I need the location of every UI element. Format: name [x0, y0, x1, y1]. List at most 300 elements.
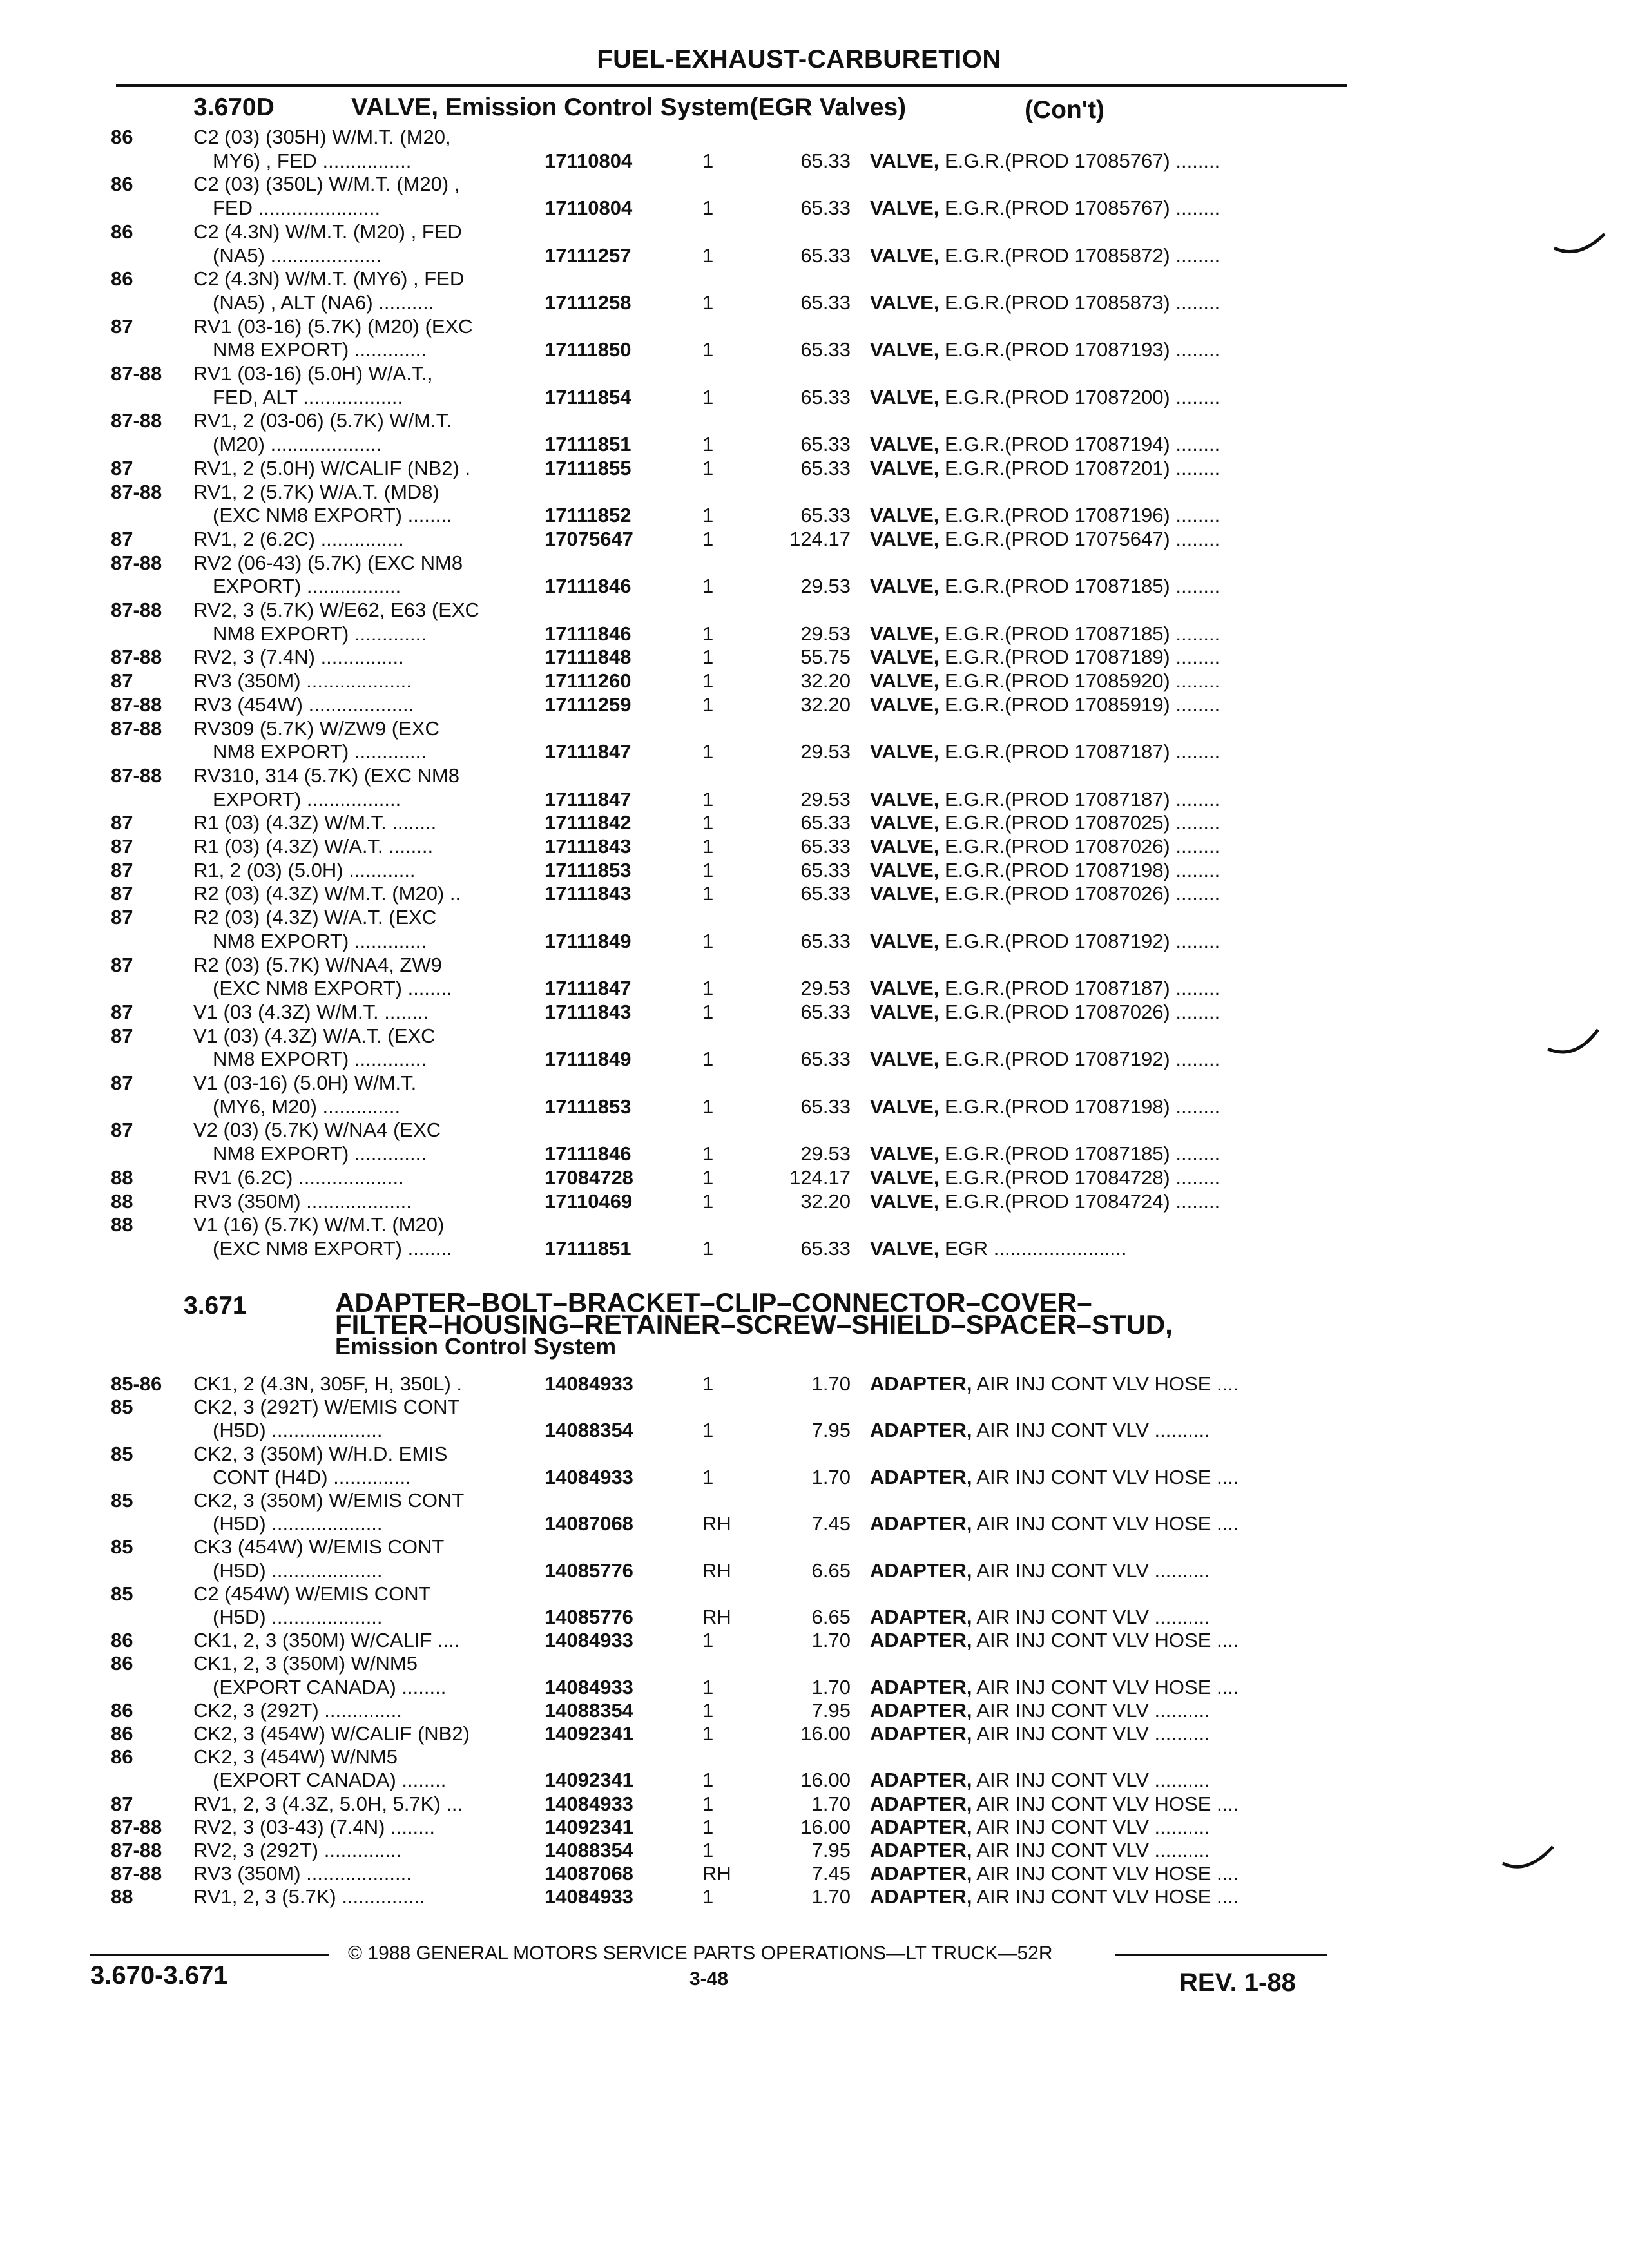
application-description: CK1, 2, 3 (350M) W/NM5: [193, 1652, 418, 1675]
price: 65.33: [800, 929, 851, 952]
section-number: 3.670D: [193, 93, 275, 121]
section-title-line-1: ADAPTER–BOLT–BRACKET–CLIP–CONNECTOR–COVER–: [335, 1287, 1092, 1318]
part-name: VALVE,: [870, 1236, 940, 1260]
model-year: 86: [111, 1745, 133, 1769]
part-name: VALVE,: [870, 693, 940, 716]
application-description: (MY6, M20) ..............: [213, 1095, 401, 1118]
price: 65.33: [800, 1048, 851, 1071]
price: 65.33: [800, 244, 851, 267]
price: 29.53: [800, 977, 851, 1000]
part-number: 17111851: [545, 1236, 631, 1260]
part-number: 17111855: [545, 456, 631, 479]
part-name: ADAPTER,: [870, 1885, 972, 1908]
part-number: 14088354: [545, 1839, 633, 1861]
application-description: NM8 EXPORT) .............: [213, 1142, 427, 1166]
model-year: 87-88: [111, 1839, 162, 1861]
part-description: [870, 646, 1334, 669]
quantity: 1: [702, 385, 714, 408]
footer-rule-right: [1115, 1954, 1327, 1956]
part-name: VALVE,: [870, 1095, 940, 1118]
part-number: 17111846: [545, 575, 631, 598]
part-number: 17110469: [545, 1189, 633, 1213]
part-detail: E.G.R.(PROD 17075647) ........: [939, 527, 1220, 550]
model-year: 87: [111, 811, 133, 834]
part-description: [870, 1419, 1334, 1442]
application-description: RV2, 3 (03-43) (7.4N) ........: [193, 1815, 436, 1838]
price: 6.65: [811, 1559, 851, 1582]
part-name: VALVE,: [870, 646, 940, 669]
part-number: 17111852: [545, 504, 631, 527]
footer-page-number: 3-48: [689, 1968, 729, 1990]
price: 1.70: [811, 1372, 851, 1395]
part-name: ADAPTER,: [870, 1629, 972, 1652]
part-description: [870, 433, 1334, 456]
price: 65.33: [800, 291, 851, 314]
price: 29.53: [800, 622, 851, 645]
section-title-line-3: Emission Control System: [335, 1333, 617, 1360]
part-name: ADAPTER,: [870, 1862, 972, 1885]
part-description: [870, 1885, 1334, 1908]
model-year: 85: [111, 1442, 133, 1465]
model-year: 87: [111, 456, 133, 479]
application-description: C2 (03) (350L) W/M.T. (M20) ,: [193, 173, 460, 196]
application-description: NM8 EXPORT) .............: [213, 1048, 427, 1071]
application-description: NM8 EXPORT) .............: [213, 338, 427, 361]
part-description: [870, 338, 1334, 361]
application-description: NM8 EXPORT) .............: [213, 929, 427, 952]
part-name: VALVE,: [870, 197, 940, 220]
part-detail: AIR INJ CONT VLV HOSE ....: [972, 1675, 1239, 1698]
application-description: RV1, 2 (03-06) (5.7K) W/M.T.: [193, 409, 452, 432]
part-name: VALVE,: [870, 882, 940, 905]
price: 65.33: [800, 1000, 851, 1023]
part-description: [870, 1862, 1334, 1885]
application-description: (EXPORT CANADA) ........: [213, 1675, 447, 1698]
quantity: 1: [702, 1698, 714, 1722]
application-description: C2 (03) (305H) W/M.T. (M20,: [193, 126, 451, 148]
part-detail: E.G.R.(PROD 17087187) ........: [939, 977, 1220, 1000]
price: 29.53: [800, 787, 851, 811]
model-year: 87: [111, 858, 133, 881]
part-name: VALVE,: [870, 1189, 940, 1213]
application-description: R1 (03) (4.3Z) W/M.T. ........: [193, 811, 437, 834]
part-number: 17110804: [545, 149, 633, 172]
part-detail: E.G.R.(PROD 17085767) ........: [939, 197, 1220, 220]
price: 65.33: [800, 149, 851, 172]
quantity: 1: [702, 622, 714, 645]
application-description: EXPORT) .................: [213, 787, 401, 811]
part-description: [870, 1722, 1334, 1745]
quantity: 1: [702, 197, 714, 220]
part-number: 17111259: [545, 693, 631, 716]
model-year: 87: [111, 906, 133, 929]
part-name: VALVE,: [870, 1000, 940, 1023]
part-detail: E.G.R.(PROD 17087025) ........: [939, 811, 1220, 834]
application-description: R2 (03) (5.7K) W/NA4, ZW9: [193, 953, 442, 976]
application-description: V1 (03-16) (5.0H) W/M.T.: [193, 1072, 417, 1094]
model-year: 87-88: [111, 646, 162, 669]
application-description: (H5D) ....................: [213, 1512, 383, 1535]
price: 65.33: [800, 197, 851, 220]
part-description: [870, 740, 1334, 764]
part-detail: E.G.R.(PROD 17087187) ........: [939, 787, 1220, 811]
application-description: (EXC NM8 EXPORT) ........: [213, 977, 452, 1000]
part-number: 17111260: [545, 669, 631, 693]
quantity: RH: [702, 1512, 731, 1535]
quantity: 1: [702, 1000, 714, 1023]
part-description: [870, 811, 1334, 834]
part-detail: AIR INJ CONT VLV HOSE ....: [972, 1512, 1239, 1535]
part-name: ADAPTER,: [870, 1722, 972, 1745]
part-number: 14085776: [545, 1606, 633, 1628]
section-number: 3.671: [184, 1292, 247, 1320]
model-year: 88: [111, 1189, 133, 1213]
model-year: 87: [111, 314, 133, 338]
part-detail: E.G.R.(PROD 17087194) ........: [939, 433, 1220, 456]
part-detail: AIR INJ CONT VLV ..........: [972, 1769, 1210, 1792]
part-number: 14084933: [545, 1792, 633, 1815]
part-number: 17111854: [545, 385, 631, 408]
quantity: RH: [702, 1862, 731, 1885]
application-description: RV2, 3 (292T) ..............: [193, 1839, 402, 1861]
footer-revision: REV. 1-88: [1179, 1968, 1296, 1997]
part-description: [870, 1372, 1334, 1396]
model-year: 86: [111, 1629, 133, 1652]
application-description: RV1, 2, 3 (4.3Z, 5.0H, 5.7K) ...: [193, 1792, 463, 1815]
part-description: [870, 528, 1334, 551]
footer-copyright: © 1988 GENERAL MOTORS SERVICE PARTS OPERATIONS—LT TRUCK—52R: [348, 1943, 1053, 1964]
part-description: [870, 859, 1334, 882]
part-number: 14088354: [545, 1698, 633, 1722]
part-detail: E.G.R.(PROD 17087193) ........: [939, 338, 1220, 361]
application-description: EXPORT) .................: [213, 575, 401, 598]
quantity: 1: [702, 787, 714, 811]
application-description: RV2, 3 (5.7K) W/E62, E63 (EXC: [193, 599, 479, 621]
application-description: RV1 (03-16) (5.7K) (M20) (EXC: [193, 314, 473, 338]
part-detail: E.G.R.(PROD 17087026) ........: [939, 1000, 1220, 1023]
application-description: CK2, 3 (454W) W/NM5: [193, 1745, 398, 1769]
application-description: RV309 (5.7K) W/ZW9 (EXC: [193, 716, 439, 740]
price: 1.70: [811, 1792, 851, 1815]
quantity: 1: [702, 1048, 714, 1071]
price: 7.45: [811, 1512, 851, 1535]
part-name: VALVE,: [870, 504, 940, 527]
footer-rule-left: [90, 1954, 329, 1956]
quantity: 1: [702, 527, 714, 550]
price: 1.70: [811, 1885, 851, 1908]
part-name: VALVE,: [870, 858, 940, 881]
part-name: VALVE,: [870, 1048, 940, 1071]
part-description: [870, 669, 1334, 693]
application-description: NM8 EXPORT) .............: [213, 740, 427, 764]
part-description: [870, 1048, 1334, 1071]
section-header-3670d: [193, 93, 1353, 126]
part-detail: AIR INJ CONT VLV HOSE ....: [972, 1629, 1239, 1652]
application-description: C2 (4.3N) W/M.T. (MY6) , FED: [193, 267, 465, 291]
part-description: [870, 1466, 1334, 1489]
part-number: 14092341: [545, 1815, 633, 1838]
price: 65.33: [800, 504, 851, 527]
part-detail: E.G.R.(PROD 17087198) ........: [939, 858, 1220, 881]
part-detail: E.G.R.(PROD 17084724) ........: [939, 1189, 1220, 1213]
model-year: 86: [111, 173, 133, 196]
part-number: 14092341: [545, 1769, 633, 1792]
part-detail: E.G.R.(PROD 17085919) ........: [939, 693, 1220, 716]
part-number: 17111846: [545, 622, 631, 645]
part-number: 17111849: [545, 929, 631, 952]
model-year: 87-88: [111, 693, 162, 716]
quantity: 1: [702, 1419, 714, 1442]
price: 29.53: [800, 740, 851, 764]
part-name: VALVE,: [870, 787, 940, 811]
quantity: 1: [702, 693, 714, 716]
part-name: ADAPTER,: [870, 1559, 972, 1582]
part-description: [870, 693, 1334, 716]
model-year: 85-86: [111, 1372, 162, 1395]
section-header-3671: [184, 1292, 313, 1324]
part-detail: AIR INJ CONT VLV HOSE ....: [972, 1885, 1239, 1908]
model-year: 87: [111, 1792, 133, 1815]
part-description: [870, 1512, 1334, 1535]
application-description: FED ......................: [213, 197, 381, 220]
part-name: VALVE,: [870, 740, 940, 764]
part-number: 17111851: [545, 433, 631, 456]
title-rule: [116, 84, 1347, 87]
model-year: 87-88: [111, 1815, 162, 1838]
part-number: 17075647: [545, 527, 633, 550]
model-year: 86: [111, 267, 133, 291]
application-description: RV3 (454W) ...................: [193, 693, 414, 716]
application-description: CK1, 2, 3 (350M) W/CALIF ....: [193, 1629, 460, 1652]
application-description: RV1, 2 (5.0H) W/CALIF (NB2) .: [193, 456, 471, 479]
part-description: [870, 1142, 1334, 1166]
model-year: 87: [111, 1024, 133, 1047]
part-detail: E.G.R.(PROD 17087026) ........: [939, 835, 1220, 858]
price: 124.17: [789, 1166, 851, 1189]
application-description: (EXC NM8 EXPORT) ........: [213, 1236, 452, 1260]
part-description: [870, 1237, 1334, 1260]
price: 7.95: [811, 1839, 851, 1861]
part-description: [870, 622, 1334, 646]
quantity: 1: [702, 149, 714, 172]
part-description: [870, 457, 1334, 480]
part-number: 14084933: [545, 1372, 633, 1395]
part-name: ADAPTER,: [870, 1839, 972, 1861]
part-name: VALVE,: [870, 1166, 940, 1189]
application-description: CONT (H4D) ..............: [213, 1465, 411, 1488]
model-year: 85: [111, 1582, 133, 1605]
part-name: VALVE,: [870, 385, 940, 408]
part-description: [870, 930, 1334, 953]
part-number: 14088354: [545, 1419, 633, 1442]
part-name: VALVE,: [870, 244, 940, 267]
part-number: 14085776: [545, 1559, 633, 1582]
application-description: (H5D) ....................: [213, 1419, 383, 1442]
application-description: RV3 (350M) ...................: [193, 669, 412, 693]
part-detail: E.G.R.(PROD 17084728) ........: [939, 1166, 1220, 1189]
part-name: VALVE,: [870, 622, 940, 645]
model-year: 87-88: [111, 599, 162, 621]
quantity: 1: [702, 1095, 714, 1118]
price: 1.70: [811, 1465, 851, 1488]
application-description: CK2, 3 (292T) ..............: [193, 1698, 402, 1722]
part-detail: E.G.R.(PROD 17087198) ........: [939, 1095, 1220, 1118]
model-year: 87-88: [111, 764, 162, 787]
model-year: 86: [111, 1722, 133, 1745]
part-detail: AIR INJ CONT VLV HOSE ....: [972, 1372, 1239, 1395]
part-description: [870, 1629, 1334, 1652]
part-number: 14087068: [545, 1512, 633, 1535]
quantity: 1: [702, 977, 714, 1000]
part-name: ADAPTER,: [870, 1512, 972, 1535]
model-year: 88: [111, 1213, 133, 1236]
application-description: RV1, 2 (5.7K) W/A.T. (MD8): [193, 480, 439, 503]
application-description: RV2 (06-43) (5.7K) (EXC NM8: [193, 551, 463, 574]
application-description: (NA5) , ALT (NA6) ..........: [213, 291, 434, 314]
model-year: 86: [111, 1698, 133, 1722]
quantity: 1: [702, 669, 714, 693]
section-title: VALVE, Emission Control System(EGR Valves): [351, 93, 907, 121]
part-description: [870, 1839, 1334, 1862]
part-name: ADAPTER,: [870, 1465, 972, 1488]
part-number: 17111258: [545, 291, 631, 314]
part-number: 14087068: [545, 1862, 633, 1885]
price: 65.33: [800, 1095, 851, 1118]
part-name: VALVE,: [870, 291, 940, 314]
part-detail: E.G.R.(PROD 17087200) ........: [939, 385, 1220, 408]
part-detail: EGR ........................: [939, 1236, 1127, 1260]
model-year: 85: [111, 1396, 133, 1419]
quantity: 1: [702, 858, 714, 881]
quantity: 1: [702, 1189, 714, 1213]
price: 65.33: [800, 1236, 851, 1260]
application-description: RV3 (350M) ...................: [193, 1862, 412, 1885]
quantity: 1: [702, 1885, 714, 1908]
part-description: [870, 835, 1334, 858]
part-detail: E.G.R.(PROD 17087201) ........: [939, 456, 1220, 479]
application-description: CK1, 2 (4.3N, 305F, H, 350L) .: [193, 1372, 462, 1395]
part-number: 17111257: [545, 244, 631, 267]
part-number: 17111843: [545, 835, 631, 858]
application-description: FED, ALT ..................: [213, 385, 403, 408]
part-number: 14092341: [545, 1722, 633, 1745]
part-name: ADAPTER,: [870, 1419, 972, 1442]
quantity: 1: [702, 1236, 714, 1260]
application-description: NM8 EXPORT) .............: [213, 622, 427, 645]
part-detail: E.G.R.(PROD 17087187) ........: [939, 740, 1220, 764]
application-description: R2 (03) (4.3Z) W/M.T. (M20) ..: [193, 882, 461, 905]
price: 7.95: [811, 1419, 851, 1442]
part-detail: AIR INJ CONT VLV ..........: [972, 1698, 1210, 1722]
part-name: VALVE,: [870, 1142, 940, 1166]
part-detail: E.G.R.(PROD 17087185) ........: [939, 622, 1220, 645]
check-mark-icon: [1547, 1024, 1605, 1063]
part-number: 17111842: [545, 811, 631, 834]
application-description: C2 (4.3N) W/M.T. (M20) , FED: [193, 220, 462, 243]
application-description: MY6) , FED ................: [213, 149, 412, 172]
model-year: 86: [111, 220, 133, 243]
application-description: (EXPORT CANADA) ........: [213, 1769, 447, 1792]
application-description: V1 (16) (5.7K) W/M.T. (M20): [193, 1213, 445, 1236]
quantity: 1: [702, 882, 714, 905]
part-number: 17111848: [545, 646, 631, 669]
price: 65.33: [800, 338, 851, 361]
part-number: 14084933: [545, 1675, 633, 1698]
model-year: 87-88: [111, 1862, 162, 1885]
part-name: VALVE,: [870, 149, 940, 172]
model-year: 87: [111, 953, 133, 976]
quantity: RH: [702, 1606, 731, 1628]
price: 6.65: [811, 1606, 851, 1628]
part-name: VALVE,: [870, 811, 940, 834]
application-description: (M20) ....................: [213, 433, 381, 456]
price: 32.20: [800, 669, 851, 693]
part-number: 17111849: [545, 1048, 631, 1071]
part-name: VALVE,: [870, 527, 940, 550]
part-number: 17111847: [545, 977, 631, 1000]
quantity: 1: [702, 740, 714, 764]
part-number: 17111843: [545, 1000, 631, 1023]
part-detail: E.G.R.(PROD 17087185) ........: [939, 575, 1220, 598]
part-number: 17111850: [545, 338, 631, 361]
part-detail: AIR INJ CONT VLV ..........: [972, 1559, 1210, 1582]
part-description: [870, 1769, 1334, 1792]
part-detail: E.G.R.(PROD 17087026) ........: [939, 882, 1220, 905]
price: 1.70: [811, 1629, 851, 1652]
quantity: 1: [702, 811, 714, 834]
quantity: 1: [702, 1142, 714, 1166]
part-detail: E.G.R.(PROD 17085873) ........: [939, 291, 1220, 314]
part-detail: E.G.R.(PROD 17087196) ........: [939, 504, 1220, 527]
part-description: [870, 1676, 1334, 1699]
application-description: R1 (03) (4.3Z) W/A.T. ........: [193, 835, 434, 858]
application-description: RV1 (6.2C) ...................: [193, 1166, 404, 1189]
model-year: 87-88: [111, 551, 162, 574]
part-description: [870, 244, 1334, 267]
application-description: CK3 (454W) W/EMIS CONT: [193, 1535, 445, 1559]
part-name: ADAPTER,: [870, 1769, 972, 1792]
part-description: [870, 788, 1334, 811]
model-year: 87: [111, 1000, 133, 1023]
part-detail: E.G.R.(PROD 17087192) ........: [939, 1048, 1220, 1071]
price: 32.20: [800, 693, 851, 716]
model-year: 87-88: [111, 716, 162, 740]
quantity: RH: [702, 1559, 731, 1582]
part-detail: AIR INJ CONT VLV ..........: [972, 1839, 1210, 1861]
price: 65.33: [800, 456, 851, 479]
part-description: [870, 977, 1334, 1000]
model-year: 87-88: [111, 362, 162, 385]
application-description: R1, 2 (03) (5.0H) ............: [193, 858, 416, 881]
application-description: CK2, 3 (454W) W/CALIF (NB2): [193, 1722, 470, 1745]
section-title-3671: [335, 1287, 1302, 1360]
quantity: 1: [702, 338, 714, 361]
section-continued-label: (Con't): [1025, 96, 1105, 124]
part-detail: E.G.R.(PROD 17085767) ........: [939, 149, 1220, 172]
part-description: [870, 1606, 1334, 1629]
quantity: 1: [702, 504, 714, 527]
application-description: V2 (03) (5.7K) W/NA4 (EXC: [193, 1119, 441, 1142]
price: 7.45: [811, 1862, 851, 1885]
price: 29.53: [800, 575, 851, 598]
part-number: 14084933: [545, 1885, 633, 1908]
quantity: 1: [702, 646, 714, 669]
quantity: 1: [702, 1815, 714, 1838]
part-detail: AIR INJ CONT VLV HOSE ....: [972, 1862, 1239, 1885]
quantity: 1: [702, 1166, 714, 1189]
part-detail: AIR INJ CONT VLV ..........: [972, 1606, 1210, 1628]
part-description: [870, 882, 1334, 905]
